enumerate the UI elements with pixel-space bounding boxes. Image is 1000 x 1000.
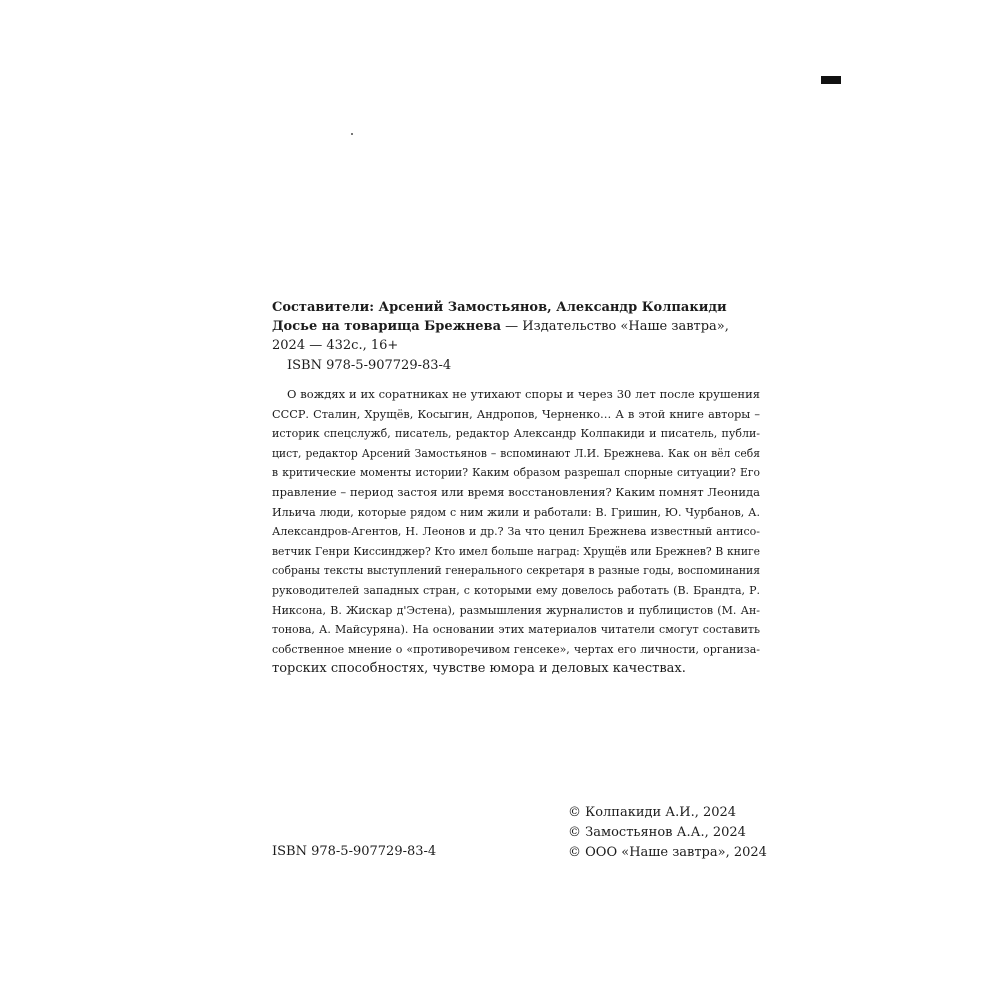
abstract-line: цист, редактор Арсений Замостьянов – вспоминают Л.И. Брежнева. Как он вёл себя [272,446,760,460]
book-title: Досье на товарища Брежнева [272,319,501,334]
abstract-line: тонова, А. Майсуряна). На основании этих материалов читатели смогут составить [272,623,760,637]
abstract-paragraph [272,385,760,679]
compilers-line [272,298,760,317]
title-line [272,317,760,336]
abstract-line: в критические моменты истории? Каким образом разрешал спорные ситуации? Его [272,466,760,480]
abstract-line: собраны тексты выступлений генерального секретаря в разные годы, воспоминания [272,564,760,578]
copyright-block [568,803,767,863]
abstract-line: Александров-Агентов, Н. Леонов и др.? За что ценил Брежнева известный антисо- [272,525,760,539]
abstract-line: торских способностях, чувстве юмора и деловых качествах. [272,661,686,677]
imprint-block [272,298,760,355]
year-pages-age: 2024 — 432с., 16+ [272,338,399,353]
copyright-line: © Колпакиди А.И., 2024 [568,805,737,820]
abstract-line: историк спецслужб, писатель, редактор Александр Колпакиди и писатель, публи- [272,427,760,441]
abstract-line: собственное мнение о «противоречивом генсеке», чертах его личности, организа- [272,642,760,656]
compilers-text: Составители: Арсений Замостьянов, Александр Колпакиди [272,300,727,315]
isbn-top: ISBN 978-5-907729-83-4 [287,358,452,373]
publisher-text: — Издательство «Наше завтра», [501,319,729,334]
abstract-line: Никсона, В. Жискар д'Эстена), размышления журналистов и публицистов (М. Ан- [272,603,760,617]
abstract-line: правление – период застоя или время восстановления? Каким помнят Леонида [272,484,760,499]
copyright-line: © Замостьянов А.А., 2024 [568,825,746,840]
page-edge-mark [821,76,841,84]
abstract-line: ветчик Генри Киссинджер? Кто имел больше наград: Хрущёв или Брежнев? В книге [272,544,760,558]
abstract-line: О вождях и их соратниках не утихают споры и через 30 лет после крушения [287,387,760,401]
copyright-line: © ООО «Наше завтра», 2024 [568,845,767,860]
abstract-line: СССР. Сталин, Хрущёв, Косыгин, Андропов, Черненко… А в этой книге авторы – [272,407,760,421]
print-speck [351,133,353,135]
isbn-bottom: ISBN 978-5-907729-83-4 [272,844,437,859]
abstract-line: руководителей западных стран, с которыми ему довелось работать (В. Брандта, Р. [272,583,760,597]
abstract-line: Ильича люди, которые рядом с ним жили и работали: В. Гришин, Ю. Чурбанов, А. [272,505,760,519]
